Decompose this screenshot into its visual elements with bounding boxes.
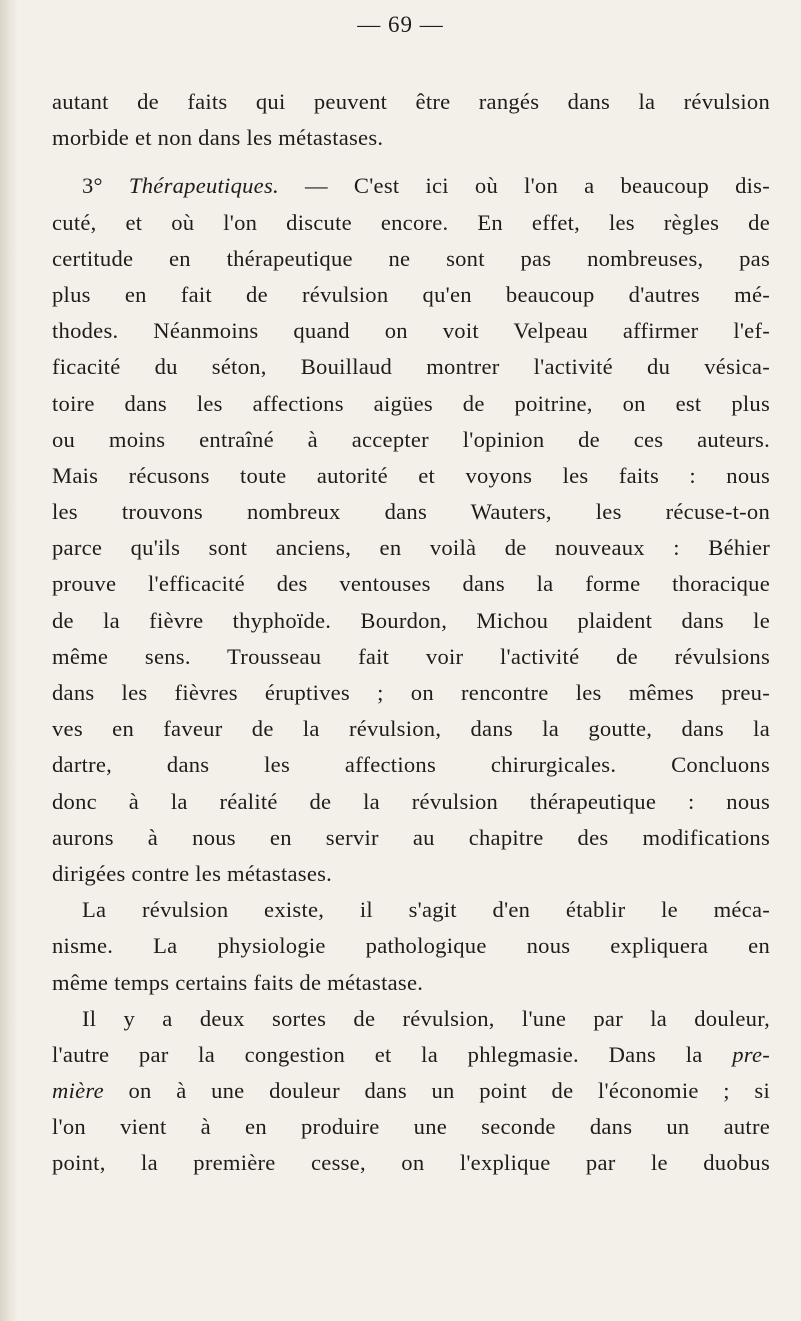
text-line: prouve l'efficacité des ventouses dans la forme thoracique [52,571,770,597]
text-line: les trouvons nombreux dans Wauters, les récuse-t-on [52,499,770,525]
text-line: ou moins entraîné à accepter l'opinion de ces auteurs. [52,426,770,452]
text-line: morbide et non dans les métastases. [52,125,384,151]
page-number: — 69 — [357,12,444,37]
text-line: ficacité du séton, Bouillaud montrer l'activité du vésica- [52,354,770,380]
text-line: certitude en thérapeutique ne sont pas nombreuses, pas [52,245,770,271]
text-line: thodes. Néanmoins quand on voit Velpeau affirmer l'ef- [52,318,770,344]
text-line: l'autre par la congestion et la phlegmasie. Dans la pre- [52,1041,770,1067]
text-line: La révulsion existe, il s'agit d'en établir le méca- [82,897,770,923]
text-line: nisme. La physiologie pathologique nous expliquera en [52,933,770,959]
text-line: plus en fait de révulsion qu'en beaucoup d'autres mé- [52,281,770,307]
text-line: dartre, dans les affections chirurgicales. Concluons [52,752,770,778]
text-line: même temps certains faits de métastase. [52,969,424,995]
text-line: Mais récusons toute autorité et voyons les faits : nous [52,462,770,488]
text-line: aurons à nous en servir au chapitre des modifications [52,824,770,850]
text-line: dirigées contre les métastases. [52,860,333,886]
text-line: donc à la réalité de la révulsion thérapeutique : nous [52,788,770,814]
text-line: parce qu'ils sont anciens, en voilà de nouveaux : Béhier [52,535,770,561]
text-line: 3° Thérapeutiques. — C'est ici où l'on a beaucoup dis- [82,173,770,199]
text-line: Il y a deux sortes de révulsion, l'une par la douleur, [82,1005,770,1031]
body-text [52,84,770,1182]
text-line: point, la première cesse, on l'explique par le duobus [52,1150,770,1176]
text-line: de la fièvre thyphoïde. Bourdon, Michou plaident dans le [52,607,770,633]
text-line: ves en faveur de la révulsion, dans la goutte, dans la [52,716,770,742]
text-line: mière on à une douleur dans un point de l'économie ; si [52,1078,770,1104]
text-line: dans les fièvres éruptives ; on rencontre les mêmes preu- [52,680,770,705]
text-line: autant de faits qui peuvent être rangés dans la révulsion [52,89,770,114]
text-line: même sens. Trousseau fait voir l'activité de révulsions [52,643,770,669]
binding-shadow [0,0,18,1321]
text-line: toire dans les affections aigües de poitrine, on est plus [52,390,770,416]
text-line: l'on vient à en produire une seconde dans un autre [52,1114,770,1140]
text-line: cuté, et où l'on discute encore. En effet, les règles de [52,209,770,235]
